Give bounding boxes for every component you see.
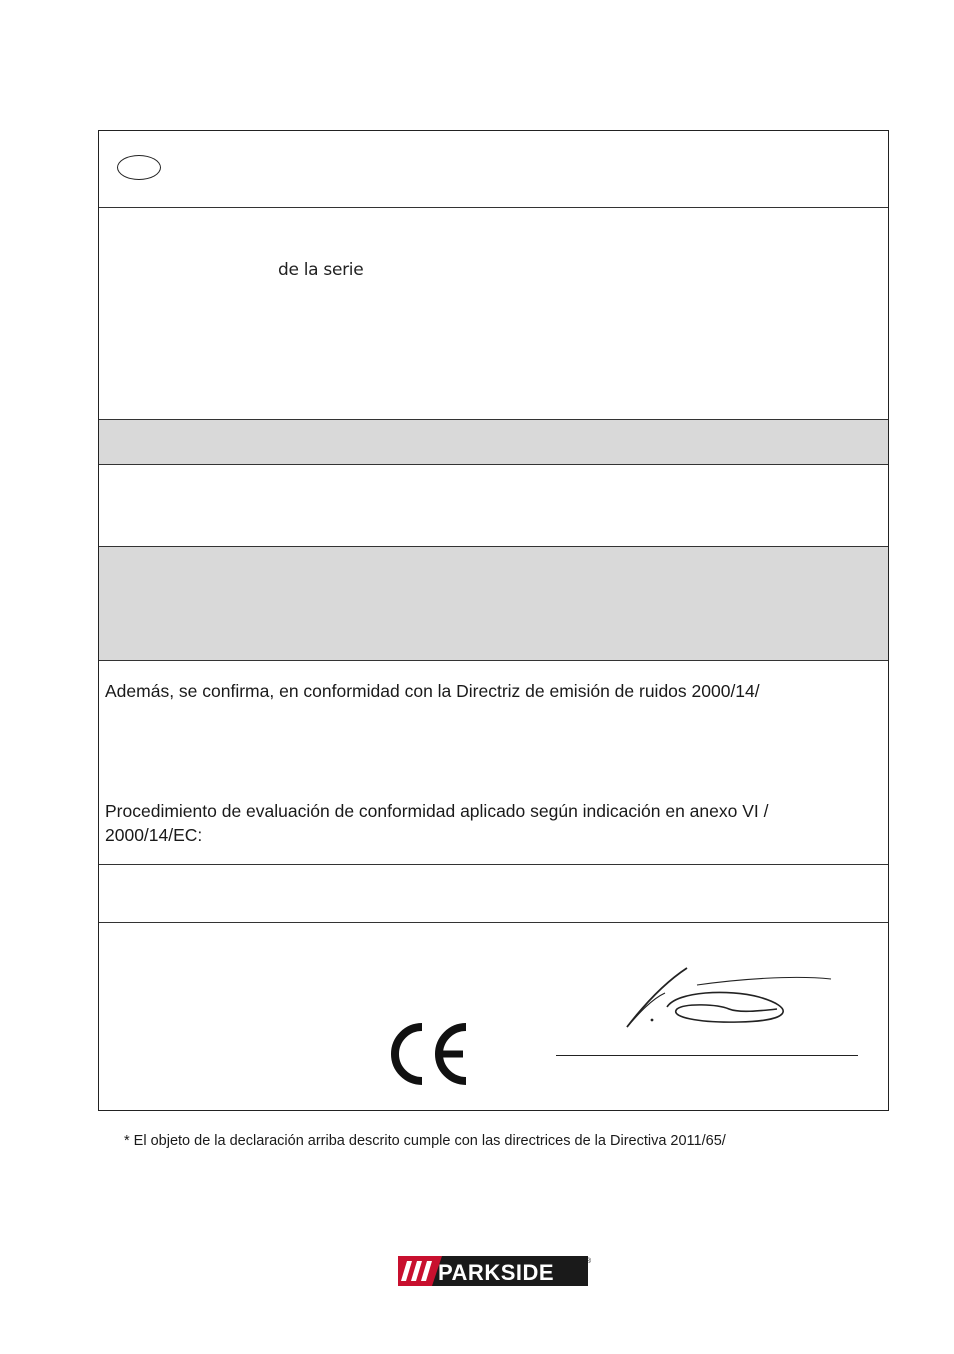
noise-intro-text: Además, se confirma, en conformidad con la Directriz de emisión de ruidos 2000/14/: [105, 681, 760, 701]
ce-mark-icon: [389, 1023, 471, 1085]
country-row: [99, 131, 888, 208]
procedure-text-line2: 2000/14/EC:: [105, 825, 203, 845]
directive-row: [99, 465, 888, 547]
standards-row: [99, 547, 888, 661]
noise-row: [99, 661, 888, 865]
series-label: de la serie: [278, 260, 364, 280]
svg-text:®: ®: [586, 1258, 592, 1265]
signature-row: [99, 923, 888, 1111]
declaration-table: [98, 130, 889, 1111]
product-row: [99, 208, 888, 420]
country-badge: [117, 155, 161, 180]
notified-body-row: [99, 865, 888, 923]
procedure-text-line1: Procedimiento de evaluación de conformidad aplicado según indicación en anexo VI /: [105, 801, 769, 821]
parkside-logo: [398, 1254, 594, 1288]
footnote: * El objeto de la declaración arriba descrito cumple con las directrices de la Directiva 2011/65/: [124, 1133, 726, 1149]
signature-line: [556, 1055, 858, 1056]
svg-text:PARKSIDE: PARKSIDE: [438, 1260, 555, 1285]
signature-image: [619, 965, 839, 1035]
directive-header-row: [99, 420, 888, 465]
